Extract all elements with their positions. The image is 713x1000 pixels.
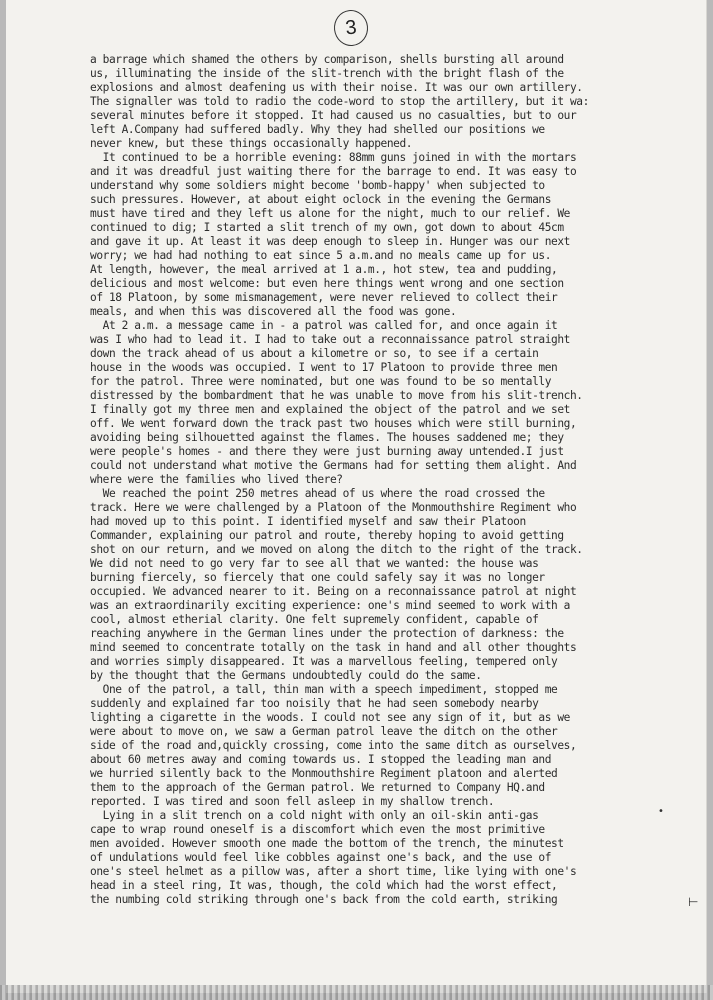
- text-line: left A.Company had suffered badly. Why they had shelled our positions we: [90, 123, 545, 136]
- text-line: cape to wrap round oneself is a discomfort which even the most primitive: [90, 823, 545, 836]
- text-line: a barrage which shamed the others by comparison, shells bursting all around: [90, 53, 564, 66]
- text-line: reaching anywhere in the German lines under the protection of darkness: the: [90, 627, 564, 640]
- text-line: At 2 a.m. a message came in - a patrol was called for, and once again it: [90, 319, 558, 332]
- text-line: one's steel helmet as a pillow was, after a short time, like lying with one's: [90, 865, 577, 878]
- text-line: about 60 metres away and coming towards us. I stopped the leading man and: [90, 753, 552, 766]
- text-line: meals, and when this was discovered all the food was gone.: [90, 305, 457, 318]
- text-line: the numbing cold striking through one's back from the cold earth, striking: [90, 893, 558, 906]
- text-line: The signaller was told to radio the code-word to stop the artillery, but it wa:: [90, 95, 589, 108]
- text-line: head in a steel ring, It was, though, the cold which had the worst effect,: [90, 879, 558, 892]
- text-line: were about to move on, we saw a German patrol leave the ditch on the other: [90, 725, 558, 738]
- text-line: We reached the point 250 metres ahead of us where the road crossed the: [90, 487, 545, 500]
- text-line: side of the road and,quickly crossing, come into the same ditch as ourselves,: [90, 739, 577, 752]
- page-number: 3: [332, 8, 370, 47]
- text-line: never knew, but these things occasionally happened.: [90, 137, 413, 150]
- text-line: us, illuminating the inside of the slit-trench with the bright flash of the: [90, 67, 564, 80]
- text-line: suddenly and explained far too noisily that he had seen somebody nearby: [90, 697, 539, 710]
- text-line: occupied. We advanced nearer to it. Being on a reconnaissance patrol at night: [90, 585, 577, 598]
- text-line: down the track ahead of us about a kilometre or so, to see if a certain: [90, 347, 539, 360]
- ink-dot-mark: •: [658, 806, 664, 817]
- text-line: One of the patrol, a tall, thin man with a speech impediment, stopped me: [90, 683, 558, 696]
- text-line: avoiding being silhouetted against the flames. The houses saddened me; they: [90, 431, 564, 444]
- document-page: [6, 0, 707, 993]
- text-line: lighting a cigarette in the woods. I could not see any sign of it, but as we: [90, 711, 570, 724]
- text-line: were people's homes - and there they were just burning away untended.I just: [90, 445, 564, 458]
- text-line: and worries simply disappeared. It was a marvellous feeling, tempered only: [90, 655, 558, 668]
- text-line: them to the approach of the German patrol. We returned to Company HQ.and: [90, 781, 545, 794]
- text-line: by the thought that the Germans undoubtedly could do the same.: [90, 669, 482, 682]
- text-line: worry; we had had nothing to eat since 5 a.m.and no meals came up for us.: [90, 249, 552, 262]
- text-line: off. We went forward down the track past two houses which were still burning,: [90, 417, 577, 430]
- text-line: delicious and most welcome: but even here things went wrong and one section: [90, 277, 564, 290]
- text-line: explosions and almost deafening us with their noise. It was our own artillery.: [90, 81, 583, 94]
- text-line: Commander, explaining our patrol and route, thereby hoping to avoid getting: [90, 529, 564, 542]
- text-line: At length, however, the meal arrived at 1 a.m., hot stew, tea and pudding,: [90, 263, 558, 276]
- text-line: track. Here we were challenged by a Platoon of the Monmouthshire Regiment who: [90, 501, 577, 514]
- text-line: was I who had to lead it. I had to take out a reconnaissance patrol straight: [90, 333, 570, 346]
- text-line: men avoided. However smooth one made the bottom of the trench, the minutest: [90, 837, 564, 850]
- text-line: had moved up to this point. I identified myself and saw their Platoon: [90, 515, 526, 528]
- text-line: mind seemed to concentrate totally on the task in hand and all other thoughts: [90, 641, 577, 654]
- text-line: and gave it up. At least it was deep enough to sleep in. Hunger was our next: [90, 235, 570, 248]
- text-line: was an extraordinarily exciting experience: one's mind seemed to work with a: [90, 599, 570, 612]
- text-line: cool, almost etherial clarity. One felt supremely confident, capable of: [90, 613, 539, 626]
- text-line: of undulations would feel like cobbles against one's back, and the use of: [90, 851, 552, 864]
- text-line: It continued to be a horrible evening: 88mm guns joined in with the mortars: [90, 151, 577, 164]
- text-line: continued to dig; I started a slit trench of my own, got down to about 45cm: [90, 221, 564, 234]
- scan-edge-artifact: [0, 985, 713, 1000]
- text-line: of 18 Platoon, by some mismanagement, were never relieved to collect their: [90, 291, 558, 304]
- text-line: reported. I was tired and soon fell asleep in my shallow trench.: [90, 795, 495, 808]
- text-line: We did not need to go very far to see all that we wanted: the house was: [90, 557, 539, 570]
- text-line: Lying in a slit trench on a cold night with only an oil-skin anti-gas: [90, 809, 539, 822]
- body-text: [90, 53, 690, 907]
- text-line: and it was dreadful just waiting there for the barrage to end. It was easy to: [90, 165, 577, 178]
- text-line: understand why some soldiers might become 'bomb-happy' when subjected to: [90, 179, 545, 192]
- text-line: for the patrol. Three were nominated, but one was found to be so mentally: [90, 375, 552, 388]
- text-line: must have tired and they left us alone for the night, much to our relief. We: [90, 207, 570, 220]
- text-line: burning fiercely, so fiercely that one could safely say it was no longer: [90, 571, 545, 584]
- text-line: I finally got my three men and explained the object of the patrol and we set: [90, 403, 570, 416]
- text-line: such pressures. However, at about eight oclock in the evening the Germans: [90, 193, 552, 206]
- text-line: we hurried silently back to the Monmouthshire Regiment platoon and alerted: [90, 767, 558, 780]
- text-line: shot on our return, and we moved on along the ditch to the right of the track.: [90, 543, 583, 556]
- margin-tick-mark: ⊢: [688, 895, 699, 909]
- text-line: distressed by the bombardment that he was unable to move from his slit-trench.: [90, 389, 583, 402]
- text-line: could not understand what motive the Germans had for setting them alight. And: [90, 459, 577, 472]
- text-line: several minutes before it stopped. It had caused us no casualties, but to our: [90, 109, 577, 122]
- text-line: house in the woods was occupied. I went to 17 Platoon to provide three men: [90, 361, 558, 374]
- text-line: where were the families who lived there?: [90, 473, 343, 486]
